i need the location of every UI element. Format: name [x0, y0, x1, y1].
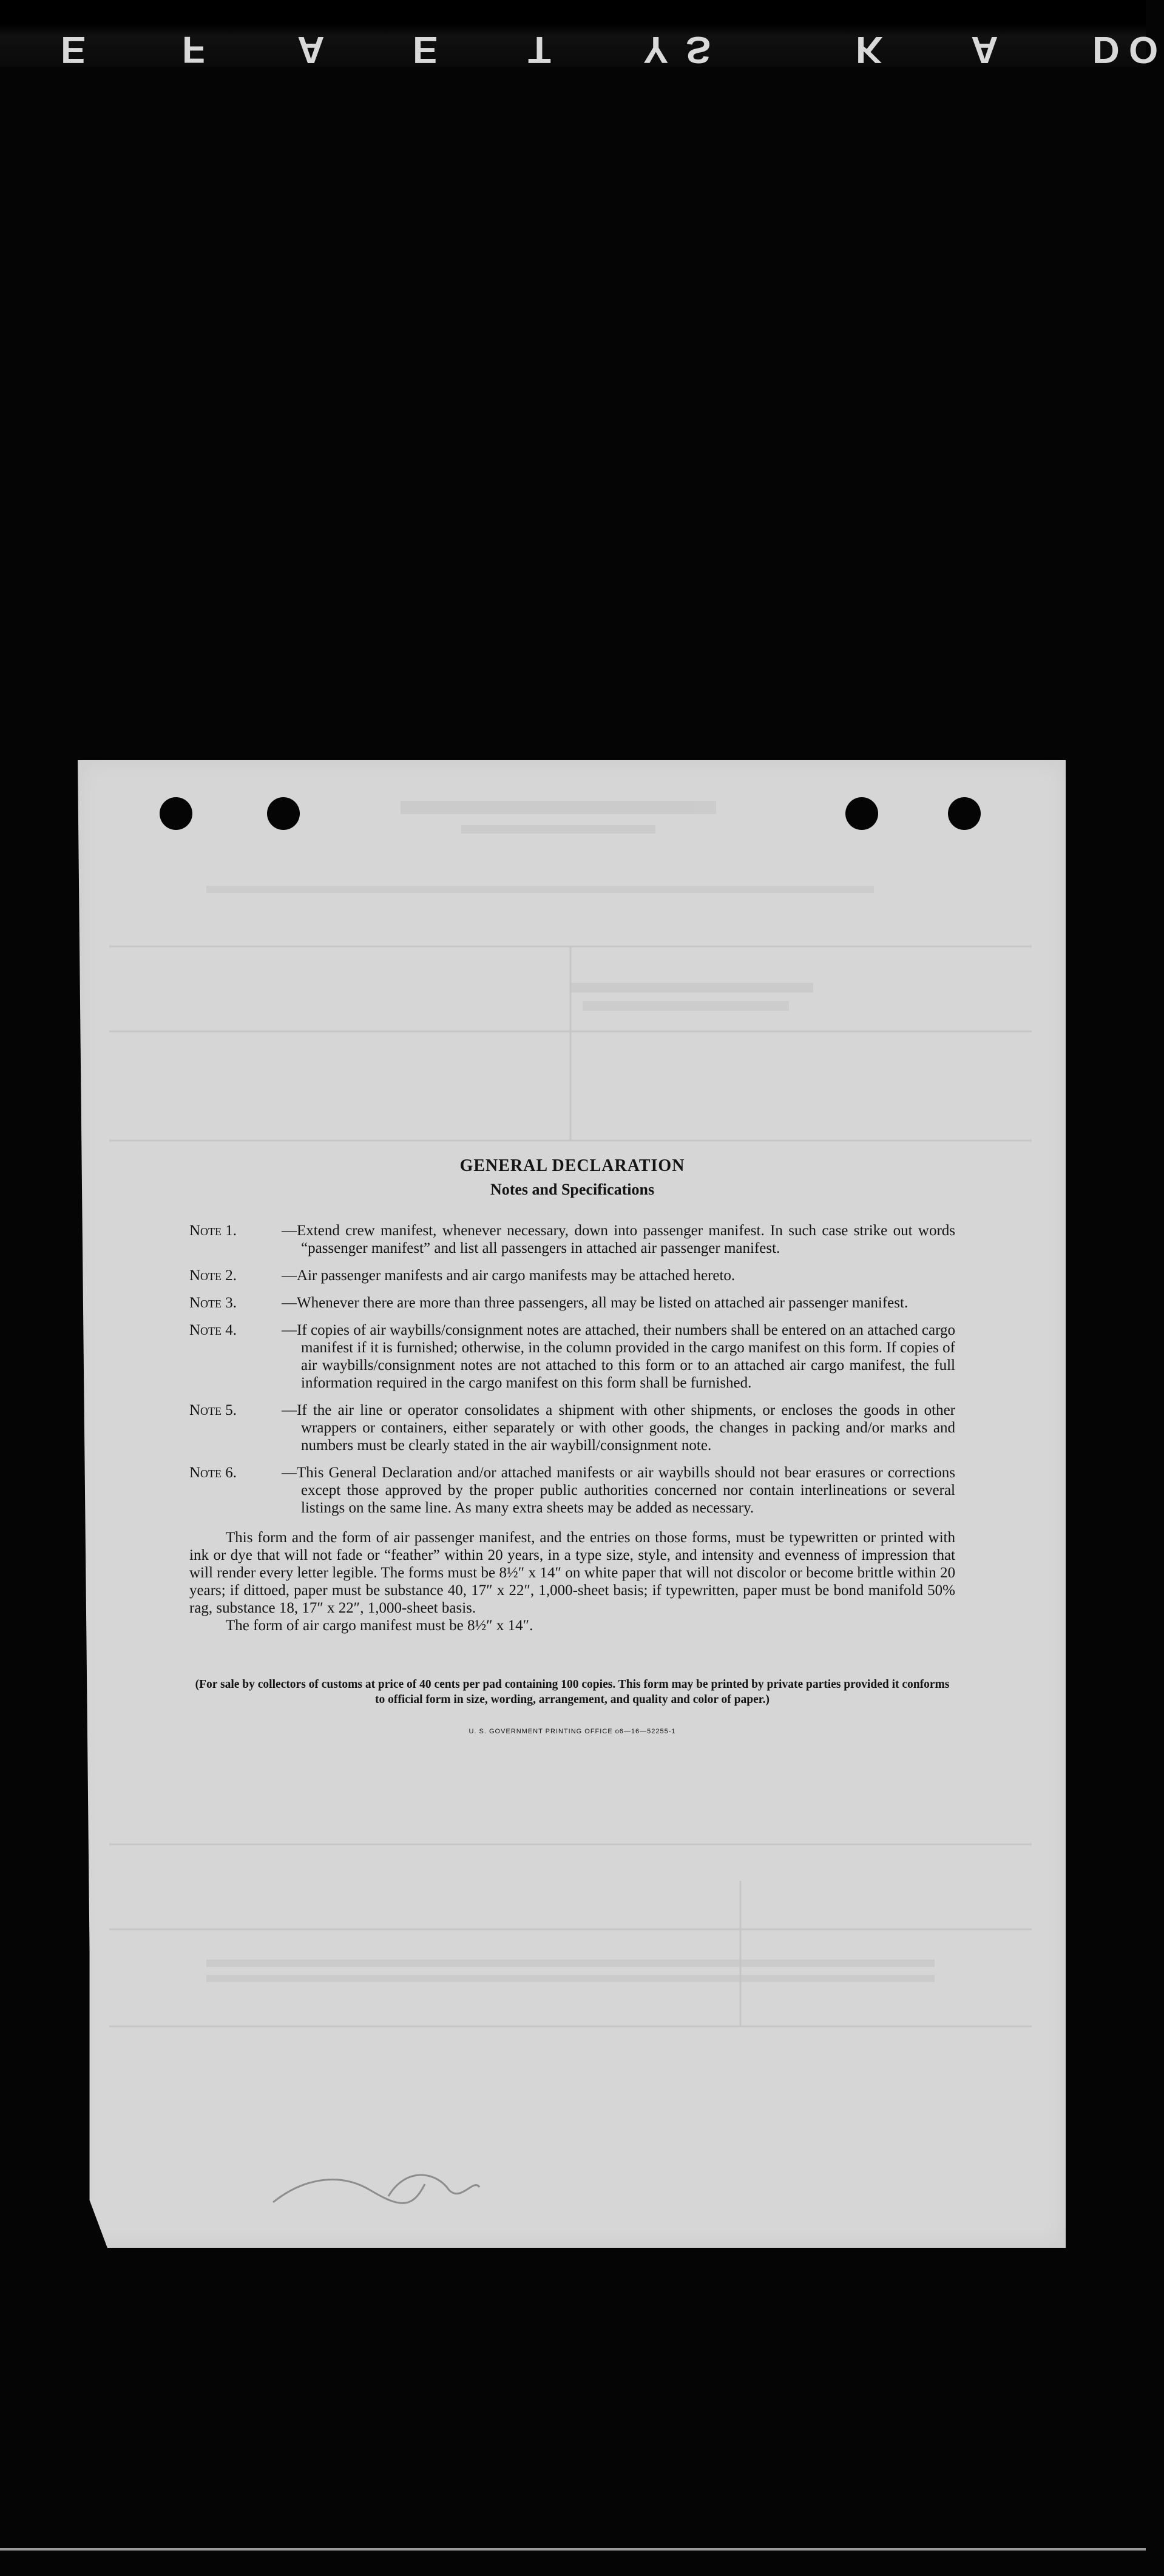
- film-letter: E: [61, 29, 92, 71]
- film-letter: K: [856, 29, 889, 71]
- film-letter: A: [297, 29, 331, 71]
- note-label: Note 1.: [189, 1222, 237, 1239]
- note-label: Note 4.: [189, 1322, 237, 1338]
- note-4: [189, 1321, 955, 1392]
- specification-paragraph: This form and the form of air passenger manifest, and the entries on those forms, must be typewritten or printed with ink or dye that will not fade or “feather” within 20 years, in a type size, style, and intensity and evenness of impression that will render every letter legible. The forms must be 8½″ x 14″ on white paper that will not discolor or become brittle within 20 years; if dittoed, paper must be substance 40, 17″ x 22″, 1,000-sheet basis; if typewritten, paper must be bond manifold 50% rag, substance 18, 17″ x 22″, 1,000-sheet basis.: [189, 1529, 955, 1616]
- sale-note: (For sale by collectors of customs at price of 40 cents per pad containing 100 copies. This form may be printed by private parties provided it conforms to official form in size, wording, arrangement, and quality and color of paper.): [195, 1678, 950, 1706]
- note-label: Note 6.: [189, 1465, 237, 1481]
- film-letter: O: [1129, 29, 1164, 71]
- printing-office-line: U. S. GOVERNMENT PRINTING OFFICE o6—16—52255-1: [469, 1728, 676, 1735]
- film-letter: Y: [643, 29, 675, 71]
- note-text: —This General Declaration and/or attached manifests or air waybills should not bear erasures or corrections except those approved by the proper public authorities concerned nor contain interlineations or several listings on the same line. As many extra sheets may be added as necessary.: [282, 1465, 955, 1516]
- document-subtitle: Notes and Specifications: [490, 1181, 655, 1198]
- note-6: [189, 1464, 955, 1517]
- film-letter: D: [1092, 29, 1126, 71]
- note-2: [189, 1267, 955, 1284]
- film-letter: T: [528, 29, 557, 71]
- handwritten-signature: [267, 2154, 486, 2220]
- film-letter: E: [413, 29, 444, 71]
- general-declaration-notes: [189, 1151, 955, 1735]
- film-bottom-rule: [0, 2548, 1146, 2551]
- note-text: —Extend crew manifest, whenever necessary, down into passenger manifest. In such case strike out words “passenger manifest” and list all passengers in attached air passenger manifest.: [282, 1222, 955, 1256]
- note-3: [189, 1294, 955, 1312]
- notes-list: [189, 1222, 955, 1517]
- note-text: —Air passenger manifests and air cargo manifests may be attached hereto.: [282, 1267, 736, 1284]
- cargo-manifest-size-line: The form of air cargo manifest must be 8½″ x 14″.: [226, 1617, 533, 1634]
- document-title: GENERAL DECLARATION: [459, 1156, 685, 1175]
- note-1: [189, 1222, 955, 1257]
- note-text: —If copies of air waybills/consignment notes are attached, their numbers shall be entered on an attached cargo manifest if it is furnished; otherwise, in the column provided in the cargo manifest on this form. If copies of air waybills/consignment notes are not attached to this form or to an attached air cargo manifest, the full information required in the cargo manifest on this form shall be furnished.: [282, 1322, 955, 1391]
- film-letter: A: [971, 29, 1004, 71]
- note-text: —If the air line or operator consolidates a shipment with other shipments, or encloses the goods in other wrappers or containers, either separately or with other goods, the changes in packing and/or marks and numbers must be clearly stated in the air waybill/consignment note.: [282, 1402, 955, 1454]
- note-5: [189, 1401, 955, 1454]
- note-label: Note 5.: [189, 1402, 237, 1418]
- note-text: —Whenever there are more than three passengers, all may be listed on attached air passenger manifest.: [282, 1295, 909, 1311]
- film-letter: S: [686, 29, 717, 71]
- note-label: Note 3.: [189, 1295, 237, 1311]
- film-letter: F: [182, 29, 211, 71]
- note-label: Note 2.: [189, 1267, 237, 1284]
- film-edge-lettering: [0, 29, 1164, 71]
